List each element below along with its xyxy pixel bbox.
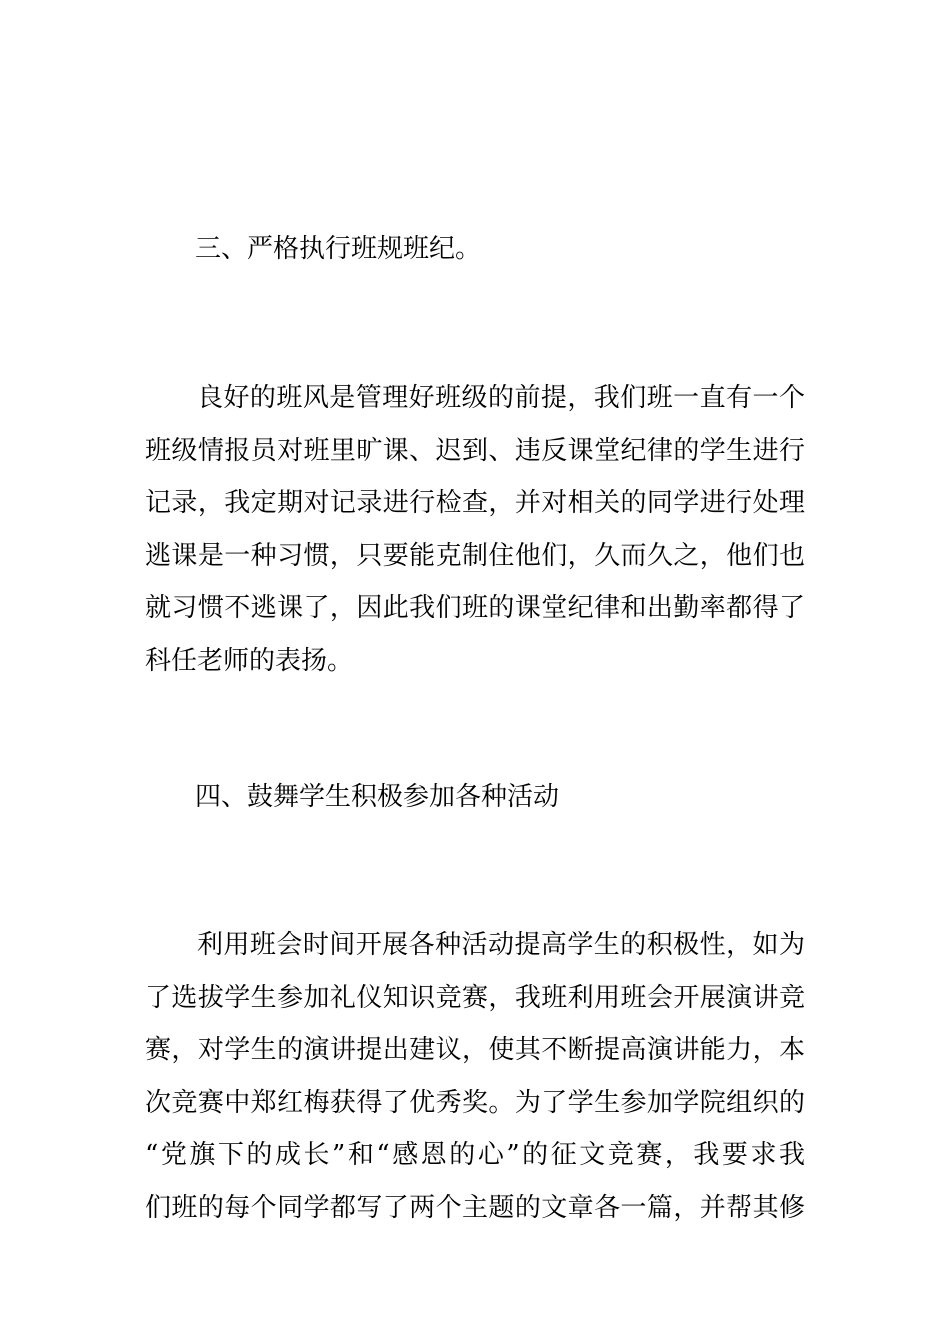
paragraph-line: 科任老师的表扬。 bbox=[145, 645, 354, 676]
paragraph-line: 良好的班风是管理好班级的前提，我们班一直有一个 bbox=[197, 383, 805, 413]
section-heading-4: 四、鼓舞学生积极参加各种活动 bbox=[195, 782, 560, 812]
paragraph-line: 逃课是一种习惯，只要能克制住他们，久而久之，他们也 bbox=[145, 540, 805, 571]
paragraph-line: 了选拔学生参加礼仪知识竞赛，我班利用班会开展演讲竞 bbox=[145, 982, 805, 1013]
paragraph-line: 赛，对学生的演讲提出建议，使其不断提高演讲能力，本 bbox=[145, 1035, 805, 1065]
paragraph-line: 们班的每个同学都写了两个主题的文章各一篇，并帮其修 bbox=[145, 1192, 805, 1223]
section-heading-3: 三、严格执行班规班纪。 bbox=[195, 234, 482, 264]
paragraph-line: 利用班会时间开展各种活动提高学生的积极性，如为 bbox=[197, 930, 805, 960]
paragraph-line: 次竞赛中郑红梅获得了优秀奖。为了学生参加学院组织的 bbox=[145, 1087, 805, 1118]
paragraph-line: 就习惯不逃课了，因此我们班的课堂纪律和出勤率都得了 bbox=[145, 593, 805, 623]
paragraph-line: 记录，我定期对记录进行检查，并对相关的同学进行处理 bbox=[145, 488, 805, 518]
section-paragraph-4 bbox=[145, 919, 805, 1234]
paragraph-line: “党旗下的成长”和“感恩的心”的征文竞赛，我要求我 bbox=[145, 1140, 805, 1170]
section-paragraph-3 bbox=[145, 372, 805, 687]
paragraph-line: 班级情报员对班里旷课、迟到、违反课堂纪律的学生进行 bbox=[145, 435, 805, 466]
